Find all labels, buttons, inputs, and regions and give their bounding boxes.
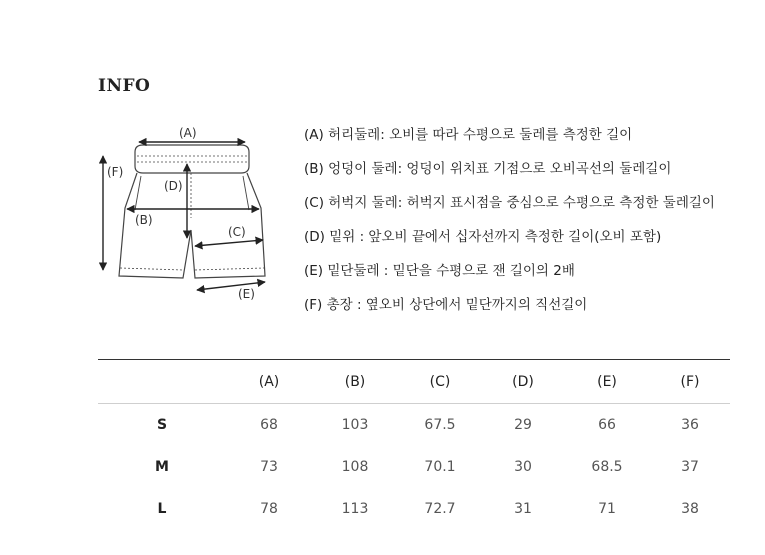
legend-item-c: (C) 허벅지 둘레: 허벅지 표시점을 중심으로 수평으로 측정한 둘레길이	[304, 195, 715, 211]
table-cell: 78	[260, 501, 278, 517]
shorts-measurement-diagram	[95, 118, 285, 308]
table-row	[98, 404, 730, 447]
label-e: (E)	[238, 287, 255, 301]
header-size	[98, 360, 226, 404]
header-a: (A)	[258, 373, 280, 390]
size-label: M	[155, 459, 169, 475]
size-table	[98, 359, 730, 530]
label-d: (D)	[164, 179, 183, 193]
table-cell: 103	[341, 417, 369, 433]
legend-item-d: (D) 밑위 : 앞오비 끝에서 십자선까지 측정한 길이(오비 포함)	[304, 229, 662, 245]
table-cell: 68	[260, 417, 278, 433]
table-cell: 70.1	[424, 459, 456, 475]
table-cell: 29	[514, 417, 532, 433]
table-cell: 113	[341, 501, 369, 517]
header-b: (B)	[344, 373, 366, 390]
legend-item-a: (A) 허리둘레: 오비를 따라 수평으로 둘레를 측정한 길이	[304, 127, 633, 143]
legend-item-e: (E) 밑단둘레 : 밑단을 수평으로 잰 길이의 2배	[304, 263, 575, 279]
size-label: S	[156, 417, 168, 433]
table-cell: 37	[681, 459, 699, 475]
table-cell: 108	[341, 459, 369, 475]
measurement-legend	[304, 124, 759, 328]
header-c: (C)	[429, 373, 451, 390]
table-cell: 30	[514, 459, 532, 475]
table-header-row	[98, 360, 730, 404]
table-cell: 38	[681, 501, 699, 517]
shorts-icon	[119, 145, 265, 278]
header-d: (D)	[512, 373, 534, 390]
table-cell: 68.5	[591, 459, 623, 475]
legend-item-f: (F) 총장 : 옆오비 상단에서 밑단까지의 직선길이	[304, 297, 588, 313]
label-a: (A)	[179, 126, 197, 140]
table-cell: 31	[514, 501, 532, 517]
legend-item-b: (B) 엉덩이 둘레: 엉덩이 위치표 기점으로 오비곡선의 둘레길이	[304, 161, 672, 177]
table-row	[98, 446, 730, 488]
page-title: INFO	[98, 76, 151, 96]
table-cell: 66	[598, 417, 616, 433]
label-f: (F)	[107, 165, 124, 179]
table-cell: 36	[681, 417, 699, 433]
table-cell: 71	[598, 501, 616, 517]
label-b: (B)	[135, 213, 153, 227]
header-f: (F)	[680, 373, 700, 390]
header-e: (E)	[597, 373, 617, 390]
size-label: L	[157, 501, 167, 517]
label-c: (C)	[228, 225, 246, 239]
table-cell: 72.7	[424, 501, 456, 517]
table-cell: 67.5	[424, 417, 456, 433]
table-row	[98, 488, 730, 530]
table-cell: 73	[260, 459, 278, 475]
